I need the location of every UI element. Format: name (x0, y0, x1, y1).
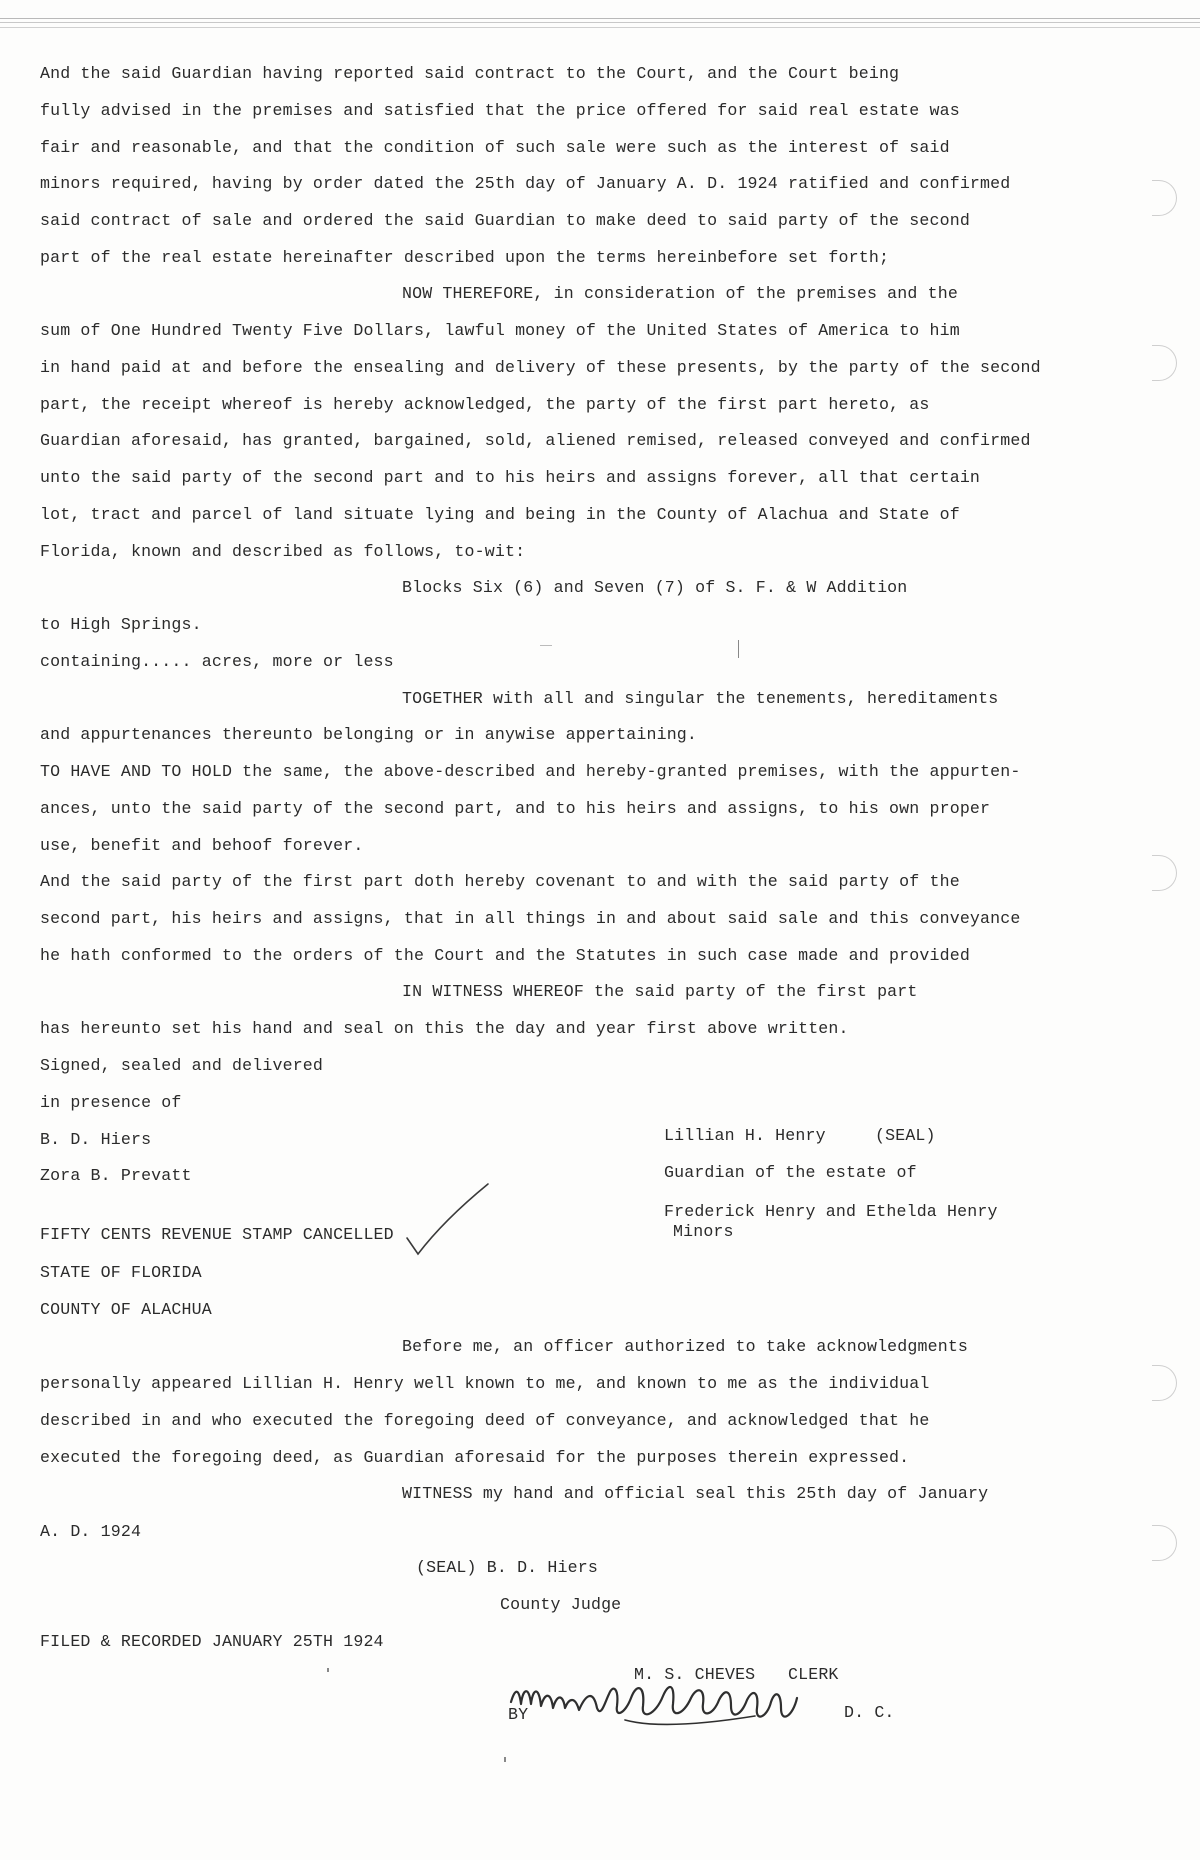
acknowledgment-line: described in and who executed the foregoing deed of conveyance, and acknowledged that he (40, 1411, 930, 1430)
body-line: fully advised in the premises and satisfied that the price offered for said real estate was (40, 101, 960, 120)
grantor-wards: Frederick Henry and Ethelda Henry (664, 1202, 998, 1221)
body-line: unto the said party of the second part and to his heirs and assigns forever, all that certain (40, 468, 981, 487)
testimonium-clause: IN WITNESS WHEREOF the said party of the first part (402, 982, 918, 1001)
body-line: minors required, having by order dated the 25th day of January A. D. 1924 ratified and confirmed (40, 174, 1011, 193)
page-top-border (0, 18, 1200, 28)
grantor-name: Lillian H. Henry (664, 1126, 826, 1145)
binder-hole (1152, 1365, 1177, 1401)
acknowledgment-date: A. D. 1924 (40, 1522, 142, 1541)
acknowledgment-line: WITNESS my hand and official seal this 25th day of January (402, 1484, 989, 1503)
witness-name: Zora B. Prevatt (40, 1166, 192, 1185)
body-line: containing..... acres, more or less (40, 652, 394, 671)
body-line: And the said Guardian having reported said contract to the Court, and the Court being (40, 64, 900, 83)
body-line: second part, his heirs and assigns, that in all things in and about said sale and this conveyance (40, 909, 1021, 928)
body-line: fair and reasonable, and that the condition of such sale were such as the interest of said (40, 138, 950, 157)
judge-title: County Judge (500, 1595, 622, 1614)
stray-mark (327, 1668, 329, 1672)
stray-mark (738, 640, 739, 658)
venue-state: STATE OF FLORIDA (40, 1263, 202, 1282)
stray-mark (540, 645, 552, 646)
deputy-clerk-signature (505, 1658, 815, 1738)
grantor-seal: (SEAL) (875, 1126, 936, 1145)
filing-notation: FILED & RECORDED JANUARY 25TH 1924 (40, 1632, 384, 1651)
body-line: part of the real estate hereinafter described upon the terms hereinbefore set forth; (40, 248, 890, 267)
body-line: said contract of sale and ordered the said Guardian to make deed to said party of the second (40, 211, 970, 230)
binder-hole (1152, 345, 1177, 381)
property-description: Blocks Six (6) and Seven (7) of S. F. & W Addition (402, 578, 908, 597)
body-line: lot, tract and parcel of land situate lying and being in the County of Alachua and State of (40, 505, 960, 524)
body-line: Guardian aforesaid, has granted, bargained, sold, aliened remised, released conveyed and confirmed (40, 431, 1031, 450)
venue-county: COUNTY OF ALACHUA (40, 1300, 212, 1319)
body-line: he hath conformed to the orders of the Court and the Statutes in such case made and provided (40, 946, 970, 965)
stray-mark (504, 1757, 506, 1762)
binder-hole (1152, 855, 1177, 891)
body-line: and appurtenances thereunto belonging or in anywise appertaining. (40, 725, 698, 744)
acknowledgment-line: Before me, an officer authorized to take acknowledgments (402, 1337, 969, 1356)
by-label: BY (508, 1705, 529, 1724)
attestation-line: Signed, sealed and delivered (40, 1056, 324, 1075)
body-line: use, benefit and behoof forever. (40, 836, 364, 855)
body-line: has hereunto set his hand and seal on this the day and year first above written. (40, 1019, 849, 1038)
clerk-name: M. S. CHEVES (634, 1665, 756, 1684)
witness-name: B. D. Hiers (40, 1130, 152, 1149)
acknowledgment-line: personally appeared Lillian H. Henry well known to me, and known to me as the individual (40, 1374, 930, 1393)
body-line: part, the receipt whereof is hereby acknowledged, the party of the first part hereto, as (40, 395, 930, 414)
body-line: to High Springs. (40, 615, 202, 634)
habendum-clause: TO HAVE AND TO HOLD the same, the above-described and hereby-granted premises, with the appurten- (40, 762, 1021, 781)
body-line: NOW THEREFORE, in consideration of the premises and the (402, 284, 958, 303)
binder-hole (1152, 180, 1177, 216)
check-mark-icon (404, 1180, 494, 1260)
body-line: sum of One Hundred Twenty Five Dollars, lawful money of the United States of America to him (40, 321, 960, 340)
acknowledgment-line: executed the foregoing deed, as Guardian aforesaid for the purposes therein expressed. (40, 1448, 910, 1467)
body-line: in hand paid at and before the ensealing and delivery of these presents, by the party of the second (40, 358, 1041, 377)
clerk-title: CLERK (788, 1665, 839, 1684)
grantor-wards-status: Minors (673, 1222, 734, 1241)
deputy-clerk-label: D. C. (844, 1703, 895, 1722)
attestation-line: in presence of (40, 1093, 182, 1112)
judge-seal-name: (SEAL) B. D. Hiers (416, 1558, 598, 1577)
body-line: ances, unto the said party of the second part, and to his heirs and assigns, to his own proper (40, 799, 991, 818)
grantor-title: Guardian of the estate of (664, 1163, 917, 1182)
covenant-clause: And the said party of the first part doth hereby covenant to and with the said party of the (40, 872, 960, 891)
revenue-stamp-notation: FIFTY CENTS REVENUE STAMP CANCELLED (40, 1225, 394, 1244)
body-line: Florida, known and described as follows, to-wit: (40, 542, 526, 561)
body-line: TOGETHER with all and singular the tenements, hereditaments (402, 689, 999, 708)
binder-hole (1152, 1525, 1177, 1561)
